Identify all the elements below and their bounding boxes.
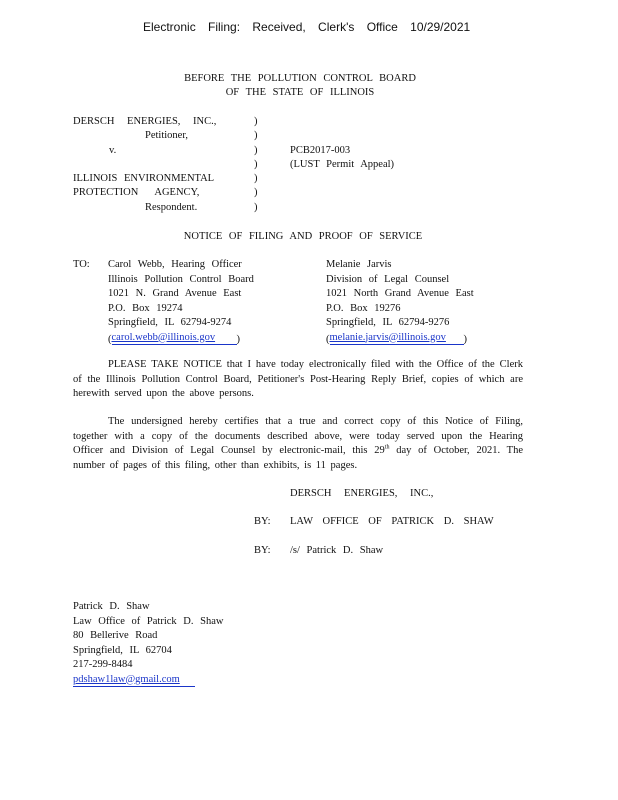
certification-paragraph bbox=[73, 415, 523, 473]
signature-party: DERSCH ENERGIES, INC., bbox=[290, 488, 434, 499]
petitioner-name: DERSCH ENERGIES, INC., bbox=[73, 116, 217, 127]
recipient-email-link[interactable]: melanie.jarvis@illinois.gov bbox=[329, 331, 446, 343]
caption-bracket: ) bbox=[254, 187, 258, 198]
recipient-street: 1021 North Grand Avenue East bbox=[326, 288, 474, 299]
signature-by-label: BY: bbox=[254, 545, 271, 556]
recipient-street: 1021 N. Grand Avenue East bbox=[108, 288, 242, 299]
attorney-firm: Law Office of Patrick D. Shaw bbox=[73, 615, 224, 627]
caption-bracket: ) bbox=[254, 173, 258, 184]
board-heading-line2: OF THE STATE OF ILLINOIS bbox=[225, 87, 375, 98]
recipient-block-hearing-officer bbox=[108, 259, 254, 346]
caption-bracket: ) bbox=[254, 116, 258, 127]
electronic-signature: /s/ Patrick D. Shaw bbox=[290, 545, 384, 556]
attorney-street: 80 Bellerive Road bbox=[73, 630, 158, 641]
attorney-email-link[interactable]: pdshaw1law@gmail.com bbox=[73, 673, 180, 685]
signature-by-label: BY: bbox=[254, 516, 271, 527]
recipient-email-link[interactable]: carol.webb@illinois.gov bbox=[111, 331, 216, 343]
notice-paragraph: PLEASE TAKE NOTICE that I have today electronically filed with the Office of the Clerk of the Illinois Pollution Control Board, Petitioner's Post-Hearing Reply Brief, copies of which are herewith served upon the above persons. bbox=[73, 359, 523, 399]
certification-text-end: day of October, 2021. The number of pages of this filing, other than exhibits, is 11 pages. bbox=[73, 445, 523, 471]
attorney-city: Springfield, IL 62704 bbox=[73, 644, 172, 656]
recipient-organization: Division of Legal Counsel bbox=[326, 273, 450, 285]
attorney-phone: 217-299-8484 bbox=[73, 659, 133, 670]
caption-bracket: ) bbox=[254, 130, 258, 141]
caption-bracket: ) bbox=[254, 145, 258, 156]
respondent-role: Respondent. bbox=[145, 202, 198, 213]
recipient-email-line: (melanie.jarvis@illinois.gov ) bbox=[326, 331, 467, 345]
recipient-block-legal-counsel bbox=[326, 259, 474, 346]
caption-bracket: ) bbox=[254, 159, 258, 170]
recipient-po-box: P.O. Box 19276 bbox=[326, 302, 401, 314]
petitioner-role: Petitioner, bbox=[145, 130, 189, 141]
case-number: PCB2017-003 bbox=[290, 145, 351, 156]
respondent-name-line1: ILLINOIS ENVIRONMENTAL bbox=[73, 173, 215, 184]
recipient-city: Springfield, IL 62794-9276 bbox=[326, 317, 450, 328]
recipient-name: Melanie Jarvis bbox=[326, 259, 392, 270]
recipient-name: Carol Webb, Hearing Officer bbox=[108, 259, 242, 270]
board-heading-line1: BEFORE THE POLLUTION CONTROL BOARD bbox=[184, 73, 416, 84]
recipient-po-box: P.O. Box 19274 bbox=[108, 302, 183, 314]
respondent-name-line2: PROTECTION AGENCY, bbox=[73, 187, 200, 198]
case-type: (LUST Permit Appeal) bbox=[290, 159, 395, 170]
recipient-email-line: (carol.webb@illinois.gov ) bbox=[108, 331, 240, 345]
day-ordinal-suffix: th bbox=[384, 444, 390, 451]
attorney-contact-block bbox=[73, 601, 223, 688]
filing-banner: Electronic Filing: Received, Clerk's Office 10/29/2021 bbox=[143, 20, 471, 34]
attorney-name: Patrick D. Shaw bbox=[73, 601, 150, 612]
signature-firm: LAW OFFICE OF PATRICK D. SHAW bbox=[290, 516, 494, 527]
recipient-organization: Illinois Pollution Control Board bbox=[108, 273, 254, 285]
certification-text: The undersigned hereby certifies that a true and correct copy of this Notice of Filing, together with a copy of the documents described above, were today served upon the Hearing Officer and Division of Legal Counsel by electronic-mail, this 29 bbox=[73, 416, 523, 456]
attorney-email-line bbox=[73, 674, 223, 689]
to-label: TO: bbox=[73, 259, 90, 270]
versus-label: v. bbox=[109, 145, 117, 156]
recipient-city: Springfield, IL 62794-9274 bbox=[108, 317, 232, 328]
caption-bracket: ) bbox=[254, 202, 258, 213]
notice-title: NOTICE OF FILING AND PROOF OF SERVICE bbox=[183, 231, 423, 242]
